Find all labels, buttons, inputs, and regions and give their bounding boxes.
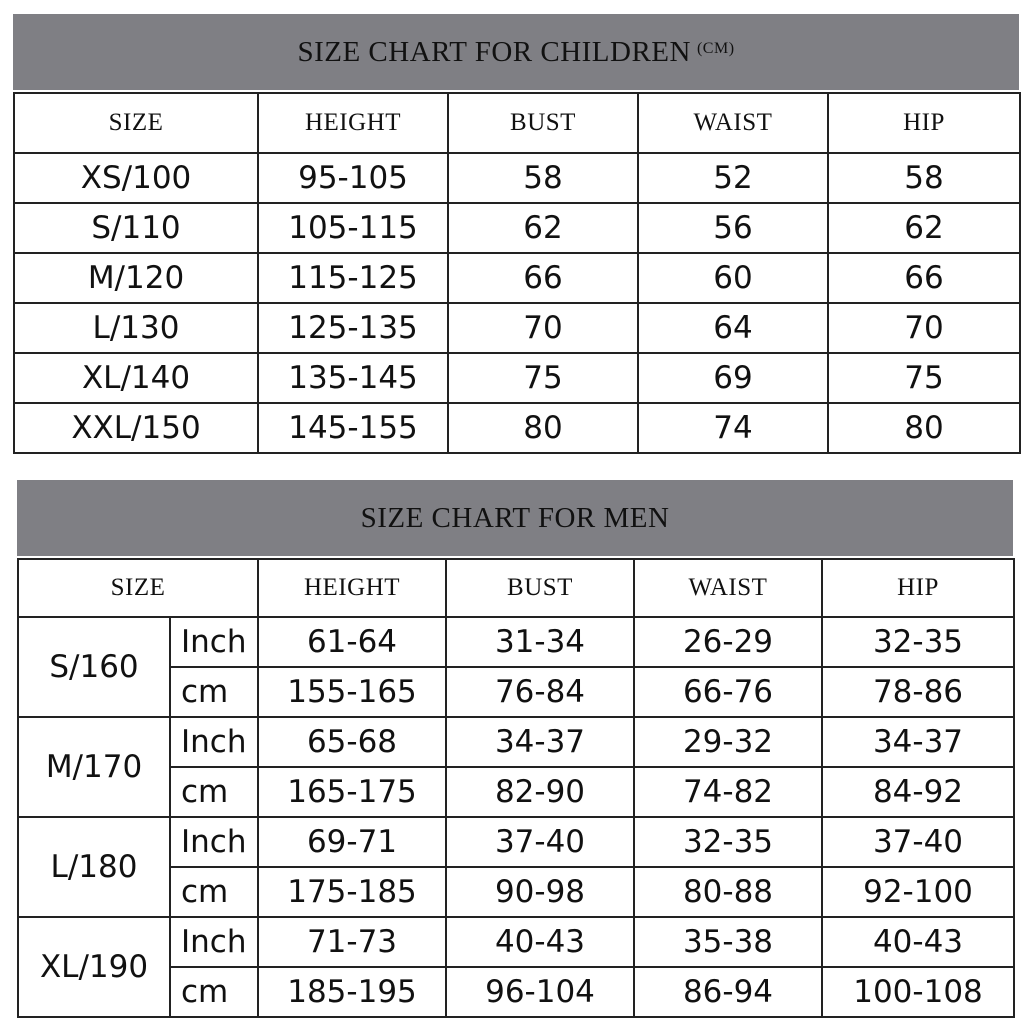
table-row — [14, 403, 1020, 453]
height-cell: 185-195 — [258, 967, 446, 1017]
waist-cell: 64 — [638, 303, 828, 353]
height-cell: 115-125 — [258, 253, 448, 303]
bust-cell: 31-34 — [446, 617, 634, 667]
unit-cell: cm — [170, 667, 258, 717]
waist-cell: 74-82 — [634, 767, 822, 817]
hip-cell: 80 — [828, 403, 1020, 453]
waist-cell: 29-32 — [634, 717, 822, 767]
height-cell: 155-165 — [258, 667, 446, 717]
height-cell: 125-135 — [258, 303, 448, 353]
size-cell: S/110 — [14, 203, 258, 253]
waist-cell: 26-29 — [634, 617, 822, 667]
header-size: SIZE — [18, 559, 258, 617]
size-cell: XL/190 — [18, 917, 170, 1017]
unit-cell: Inch — [170, 717, 258, 767]
hip-cell: 92-100 — [822, 867, 1014, 917]
unit-cell: Inch — [170, 917, 258, 967]
unit-cell: cm — [170, 867, 258, 917]
unit-cell: Inch — [170, 817, 258, 867]
table-row — [18, 717, 1014, 767]
height-cell: 165-175 — [258, 767, 446, 817]
waist-cell: 69 — [638, 353, 828, 403]
height-cell: 175-185 — [258, 867, 446, 917]
hip-cell: 66 — [828, 253, 1020, 303]
children-chart-banner — [13, 14, 1019, 90]
header-bust: BUST — [448, 93, 638, 153]
size-cell: XXL/150 — [14, 403, 258, 453]
unit-cell: Inch — [170, 617, 258, 667]
height-cell: 71-73 — [258, 917, 446, 967]
hip-cell: 37-40 — [822, 817, 1014, 867]
bust-cell: 66 — [448, 253, 638, 303]
waist-cell: 52 — [638, 153, 828, 203]
waist-cell: 86-94 — [634, 967, 822, 1017]
height-cell: 69-71 — [258, 817, 446, 867]
men-chart-banner — [17, 480, 1013, 556]
height-cell: 65-68 — [258, 717, 446, 767]
hip-cell: 62 — [828, 203, 1020, 253]
size-cell: L/130 — [14, 303, 258, 353]
table-row — [14, 253, 1020, 303]
bust-cell: 37-40 — [446, 817, 634, 867]
bust-cell: 62 — [448, 203, 638, 253]
children-chart-title: SIZE CHART FOR CHILDREN — [297, 35, 691, 68]
height-cell: 61-64 — [258, 617, 446, 667]
table-row — [18, 617, 1014, 667]
men-size-table — [17, 558, 1015, 1018]
unit-cell: cm — [170, 767, 258, 817]
hip-cell: 100-108 — [822, 967, 1014, 1017]
header-waist: WAIST — [634, 559, 822, 617]
header-height: HEIGHT — [258, 93, 448, 153]
table-row — [14, 203, 1020, 253]
table-row — [18, 917, 1014, 967]
men-chart-title: SIZE CHART FOR MEN — [360, 501, 670, 534]
unit-cell: cm — [170, 967, 258, 1017]
table-row — [18, 817, 1014, 867]
header-size: SIZE — [14, 93, 258, 153]
height-cell: 135-145 — [258, 353, 448, 403]
waist-cell: 60 — [638, 253, 828, 303]
table-row — [14, 153, 1020, 203]
waist-cell: 56 — [638, 203, 828, 253]
waist-cell: 80-88 — [634, 867, 822, 917]
waist-cell: 32-35 — [634, 817, 822, 867]
height-cell: 105-115 — [258, 203, 448, 253]
header-hip: HIP — [828, 93, 1020, 153]
bust-cell: 34-37 — [446, 717, 634, 767]
header-waist: WAIST — [638, 93, 828, 153]
header-hip: HIP — [822, 559, 1014, 617]
bust-cell: 82-90 — [446, 767, 634, 817]
header-bust: BUST — [446, 559, 634, 617]
waist-cell: 74 — [638, 403, 828, 453]
header-height: HEIGHT — [258, 559, 446, 617]
table-row — [14, 303, 1020, 353]
bust-cell: 58 — [448, 153, 638, 203]
height-cell: 145-155 — [258, 403, 448, 453]
size-cell: S/160 — [18, 617, 170, 717]
table-row — [14, 353, 1020, 403]
children-chart-unit: (CM) — [696, 40, 735, 57]
bust-cell: 96-104 — [446, 967, 634, 1017]
table-header-row — [14, 93, 1020, 153]
waist-cell: 35-38 — [634, 917, 822, 967]
bust-cell: 70 — [448, 303, 638, 353]
table-header-row — [18, 559, 1014, 617]
hip-cell: 32-35 — [822, 617, 1014, 667]
hip-cell: 84-92 — [822, 767, 1014, 817]
bust-cell: 76-84 — [446, 667, 634, 717]
height-cell: 95-105 — [258, 153, 448, 203]
hip-cell: 70 — [828, 303, 1020, 353]
bust-cell: 40-43 — [446, 917, 634, 967]
size-cell: M/170 — [18, 717, 170, 817]
bust-cell: 80 — [448, 403, 638, 453]
waist-cell: 66-76 — [634, 667, 822, 717]
bust-cell: 75 — [448, 353, 638, 403]
hip-cell: 78-86 — [822, 667, 1014, 717]
hip-cell: 40-43 — [822, 917, 1014, 967]
size-cell: L/180 — [18, 817, 170, 917]
size-cell: XL/140 — [14, 353, 258, 403]
children-size-table — [13, 92, 1021, 454]
size-cell: M/120 — [14, 253, 258, 303]
hip-cell: 58 — [828, 153, 1020, 203]
size-cell: XS/100 — [14, 153, 258, 203]
bust-cell: 90-98 — [446, 867, 634, 917]
hip-cell: 75 — [828, 353, 1020, 403]
hip-cell: 34-37 — [822, 717, 1014, 767]
